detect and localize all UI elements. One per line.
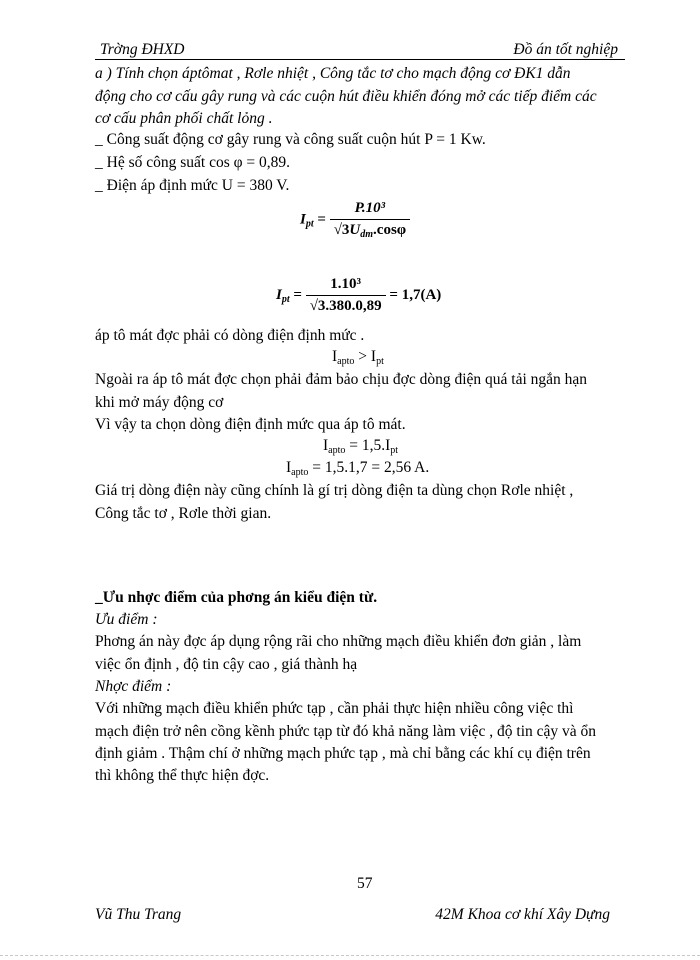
cond-b: I bbox=[370, 348, 377, 365]
formula1-lhs-sub: pt bbox=[305, 218, 314, 230]
intro-line-2: động cho cơ cấu gây rung và các cuộn hút điều khiển đóng mở các tiếp điểm các bbox=[95, 88, 597, 105]
eq1-rest-sub: pt bbox=[390, 445, 399, 456]
section-title: _Ưu nhợc điểm của phơng án kiểu điện từ. bbox=[95, 589, 378, 606]
intro-line-1: a ) Tính chọn áptômat , Rơle nhiệt , Công tắc tơ cho mạch động cơ ĐK1 dẫn bbox=[95, 65, 571, 82]
formula1-den-sub: dm bbox=[360, 229, 374, 240]
formula2-numerator: 1.10³ bbox=[306, 276, 386, 296]
cond-a-sub: apto bbox=[337, 356, 355, 367]
body-line-2: Ngoài ra áp tô mát đợc chọn phải đảm bảo chịu đợc dòng điện quá tải ngắn hạn bbox=[95, 371, 588, 388]
body-line-4: Vì vậy ta chọn dòng điện định mức qua áp tô mát. bbox=[95, 416, 406, 433]
eq1-rest: = 1,5.I bbox=[345, 437, 391, 454]
formula2-result: = 1,7(A) bbox=[389, 286, 442, 303]
body-line-6: Công tắc tơ , Rơle thời gian. bbox=[95, 505, 272, 522]
cond-op: > bbox=[354, 348, 371, 365]
cond-a: I bbox=[332, 348, 338, 365]
disadvantages-line-2: mạch điện trở nên cồng kềnh phức tạp từ đó khả năng làm việc , độ tin cậy và ổn bbox=[95, 723, 597, 740]
advantages-line-2: việc ổn định , độ tin cậy cao , giá thành hạ bbox=[95, 656, 358, 673]
body-line-5: Giá trị dòng điện này cũng chính là gí trị dòng điện ta dùng chọn Rơle nhiệt , bbox=[95, 482, 574, 499]
advantages-line-1: Phơng án này đợc áp dụng rộng rãi cho những mạch điều khiển đơn giản , làm bbox=[95, 633, 582, 650]
formula2-denominator: √3.380.0,89 bbox=[309, 298, 382, 314]
body-line-3: khi mở máy động cơ bbox=[95, 394, 224, 411]
intro-line-3: cơ cấu phân phối chất lỏng . bbox=[95, 110, 273, 127]
eq2-a: I bbox=[286, 459, 292, 476]
body-line-1: áp tô mát đợc phải có dòng điện định mức . bbox=[95, 327, 365, 344]
formula1-den-root: √3 bbox=[333, 222, 350, 238]
param-cosphi: _ Hệ số công suất cos φ = 0,89. bbox=[95, 154, 291, 171]
disadvantages-line-3: định giảm . Thậm chí ở những mạch phức tạp , mà chỉ bằng các khí cụ điện trên bbox=[95, 745, 591, 762]
param-power: _ Công suất động cơ gây rung và công suất cuộn hút P = 1 Kw. bbox=[95, 131, 486, 148]
condition-apto-gt-pt bbox=[332, 348, 384, 367]
header-left: Trờng ĐHXD bbox=[100, 41, 185, 58]
footer-right: 42M Khoa cơ khí Xây Dựng bbox=[435, 906, 610, 923]
eq1-a-sub: apto bbox=[328, 445, 346, 456]
disadvantages-line-1: Với những mạch điều khiển phức tạp , cần phải thực hiện nhiều công việc thì bbox=[95, 700, 574, 717]
eq2-rest: = 1,5.1,7 = 2,56 A. bbox=[308, 459, 430, 476]
equation-apto-2 bbox=[286, 459, 429, 478]
formula1-den-rest: .cosφ bbox=[373, 222, 407, 238]
cond-b-sub: pt bbox=[376, 356, 384, 367]
eq1-a: I bbox=[323, 437, 329, 454]
disadvantages-label: Nhợc điểm : bbox=[95, 678, 172, 695]
formula1-fraction bbox=[330, 200, 410, 240]
page-bottom-rule bbox=[0, 955, 700, 956]
footer-left: Vũ Thu Trang bbox=[95, 906, 182, 923]
formula-current-general: $I_{pt}$ = $\frac{\text{P.10³}}{√3U_{dm}.\cos\varphi}$ bbox=[300, 200, 410, 240]
formula1-lhs: I bbox=[300, 211, 306, 228]
disadvantages-line-4: thì không thể thực hiện đợc. bbox=[95, 767, 270, 784]
formula2-lhs-sub: pt bbox=[281, 293, 290, 305]
formula1-den-var: U bbox=[349, 222, 361, 238]
header-right: Đồ án tốt nghiệp bbox=[513, 41, 618, 58]
page-number: 57 bbox=[357, 875, 373, 892]
formula1-numerator: P.10³ bbox=[330, 200, 410, 220]
equation-apto-1 bbox=[323, 437, 398, 456]
header-rule bbox=[95, 59, 625, 60]
param-voltage: _ Điện áp định mức U = 380 V. bbox=[95, 177, 290, 194]
eq2-a-sub: apto bbox=[291, 467, 309, 478]
formula2-fraction bbox=[306, 276, 386, 315]
advantages-label: Ưu điểm : bbox=[95, 611, 158, 628]
formula-current-value: $I_{pt}$ = $\frac{\text{1.10³}}{√3.380.0,89}$ = 1,7(A) bbox=[276, 276, 442, 314]
formula2-lhs: I bbox=[276, 286, 282, 303]
